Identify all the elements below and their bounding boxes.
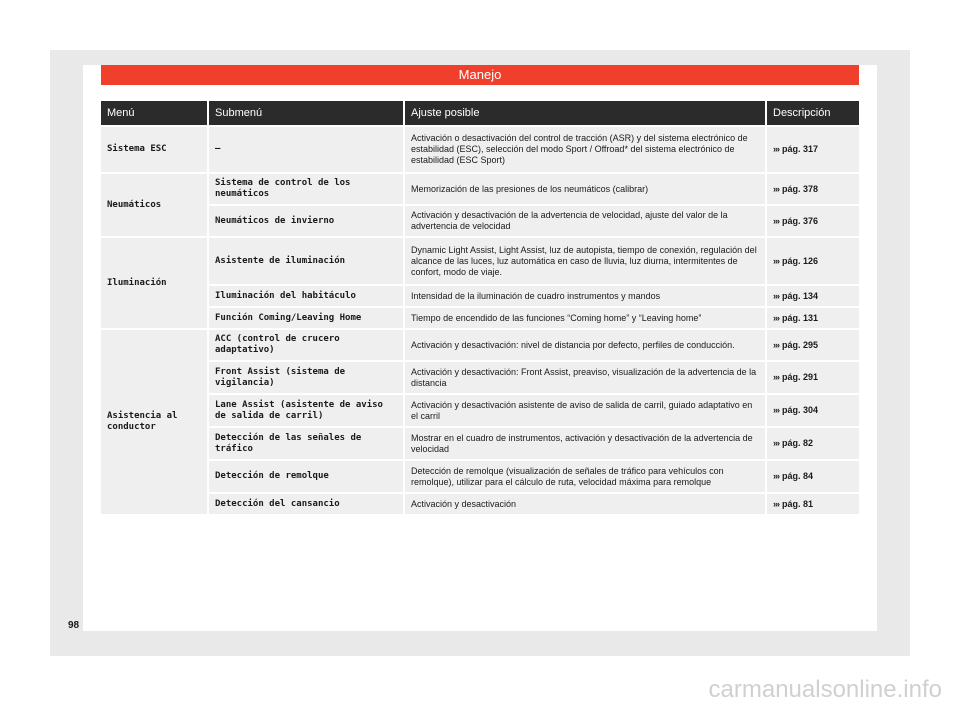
setting-cell: Activación y desactivación: Front Assist, preaviso, visualización de la advertencia de la distancia	[405, 360, 767, 393]
menu-cell: Sistema ESC	[101, 125, 209, 172]
page-reference[interactable]	[767, 426, 859, 459]
table-row	[101, 284, 859, 306]
reference-arrow: ›››	[773, 255, 779, 266]
table-row	[101, 328, 859, 360]
submenu-cell: Sistema de control de los neumáticos	[209, 172, 405, 204]
page-reference[interactable]	[767, 459, 859, 492]
page-reference[interactable]	[767, 172, 859, 204]
page-reference[interactable]	[767, 393, 859, 426]
header-menu: Menú	[101, 101, 209, 125]
reference-arrow: ›››	[773, 372, 779, 382]
submenu-cell: Front Assist (sistema de vigilancia)	[209, 360, 405, 393]
page-reference[interactable]	[767, 328, 859, 360]
submenu-cell: Neumáticos de invierno	[209, 204, 405, 236]
page-reference[interactable]	[767, 306, 859, 328]
submenu-cell: Detección del cansancio	[209, 492, 405, 514]
reference-page: pág. 291	[782, 372, 819, 382]
header-description: Descripción	[767, 101, 859, 125]
page-reference[interactable]	[767, 204, 859, 236]
setting-cell: Mostrar en el cuadro de instrumentos, activación y desactivación de la advertencia de velocidad	[405, 426, 767, 459]
setting-cell: Intensidad de la iluminación de cuadro instrumentos y mandos	[405, 284, 767, 306]
menu-cell: Iluminación	[101, 236, 209, 328]
table-row	[101, 360, 859, 393]
reference-arrow: ›››	[773, 183, 779, 194]
section-banner: Manejo	[101, 65, 859, 85]
page-reference[interactable]	[767, 236, 859, 284]
reference-page: pág. 131	[782, 312, 819, 323]
reference-page: pág. 134	[782, 290, 819, 301]
table-row	[101, 172, 859, 204]
reference-page: pág. 304	[782, 405, 819, 415]
reference-page: pág. 84	[782, 471, 814, 481]
reference-arrow: ›››	[773, 312, 779, 323]
reference-arrow: ›››	[773, 144, 779, 154]
reference-page: pág. 126	[782, 255, 819, 266]
setting-cell: Tiempo de encendido de las funciones “Coming home” y “Leaving home”	[405, 306, 767, 328]
submenu-cell: ACC (control de crucero adaptativo)	[209, 328, 405, 360]
page-reference[interactable]	[767, 284, 859, 306]
reference-arrow: ›››	[773, 215, 779, 226]
reference-arrow: ›››	[773, 339, 779, 350]
submenu-cell: Lane Assist (asistente de aviso de salida de carril)	[209, 393, 405, 426]
reference-arrow: ›››	[773, 290, 779, 301]
setting-cell: Dynamic Light Assist, Light Assist, luz de autopista, tiempo de conexión, regulación del alcance de las luces, luz automática en caso de lluvia, luz diurna, intermitentes de confort, modo de viaje.	[405, 236, 767, 284]
reference-arrow: ›››	[773, 405, 779, 415]
setting-cell: Activación y desactivación	[405, 492, 767, 514]
setting-cell: Activación y desactivación de la advertencia de velocidad, ajuste del valor de la advertencia de velocidad	[405, 204, 767, 236]
table-row	[101, 204, 859, 236]
reference-arrow: ›››	[773, 471, 779, 481]
menu-cell: Neumáticos	[101, 172, 209, 236]
page-reference[interactable]	[767, 125, 859, 172]
table-row	[101, 459, 859, 492]
reference-page: pág. 82	[782, 438, 814, 448]
setting-cell: Activación y desactivación: nivel de distancia por defecto, perfiles de conducción.	[405, 328, 767, 360]
submenu-cell: Función Coming/Leaving Home	[209, 306, 405, 328]
table-row	[101, 393, 859, 426]
reference-page: pág. 81	[782, 498, 814, 509]
submenu-cell: Iluminación del habitáculo	[209, 284, 405, 306]
reference-page: pág. 317	[782, 144, 819, 154]
setting-cell: Detección de remolque (visualización de señales de tráfico para vehículos con remolque), utilizar para el cálculo de ruta, velocidad máxima para remolque	[405, 459, 767, 492]
reference-page: pág. 295	[782, 339, 819, 350]
reference-page: pág. 378	[782, 183, 819, 194]
page-reference[interactable]	[767, 492, 859, 514]
setting-cell: Memorización de las presiones de los neumáticos (calibrar)	[405, 172, 767, 204]
watermark: carmanualsonline.info	[708, 676, 942, 703]
reference-arrow: ›››	[773, 498, 779, 509]
setting-cell: Activación o desactivación del control de tracción (ASR) y del sistema electrónico de estabilidad (ESC), selección del modo Sport / Offroad* del sistema electrónico de estabilidad (ESC Sport)	[405, 125, 767, 172]
setting-cell: Activación y desactivación asistente de aviso de salida de carril, guiado adaptativo en el carril	[405, 393, 767, 426]
header-submenu: Submenú	[209, 101, 405, 125]
page-number: 98	[68, 620, 80, 631]
table-row	[101, 426, 859, 459]
submenu-cell: Detección de las señales de tráfico	[209, 426, 405, 459]
menu-cell: Asistencia al conductor	[101, 328, 209, 514]
submenu-cell: Detección de remolque	[209, 459, 405, 492]
table-row	[101, 306, 859, 328]
submenu-cell: Asistente de iluminación	[209, 236, 405, 284]
submenu-cell: –	[209, 125, 405, 172]
header-setting: Ajuste posible	[405, 101, 767, 125]
table-row	[101, 492, 859, 514]
table-row	[101, 125, 859, 172]
table-header-row	[101, 101, 859, 125]
page-reference[interactable]	[767, 360, 859, 393]
reference-page: pág. 376	[782, 215, 819, 226]
table-row	[101, 236, 859, 284]
reference-arrow: ›››	[773, 438, 779, 448]
settings-table	[101, 101, 859, 514]
